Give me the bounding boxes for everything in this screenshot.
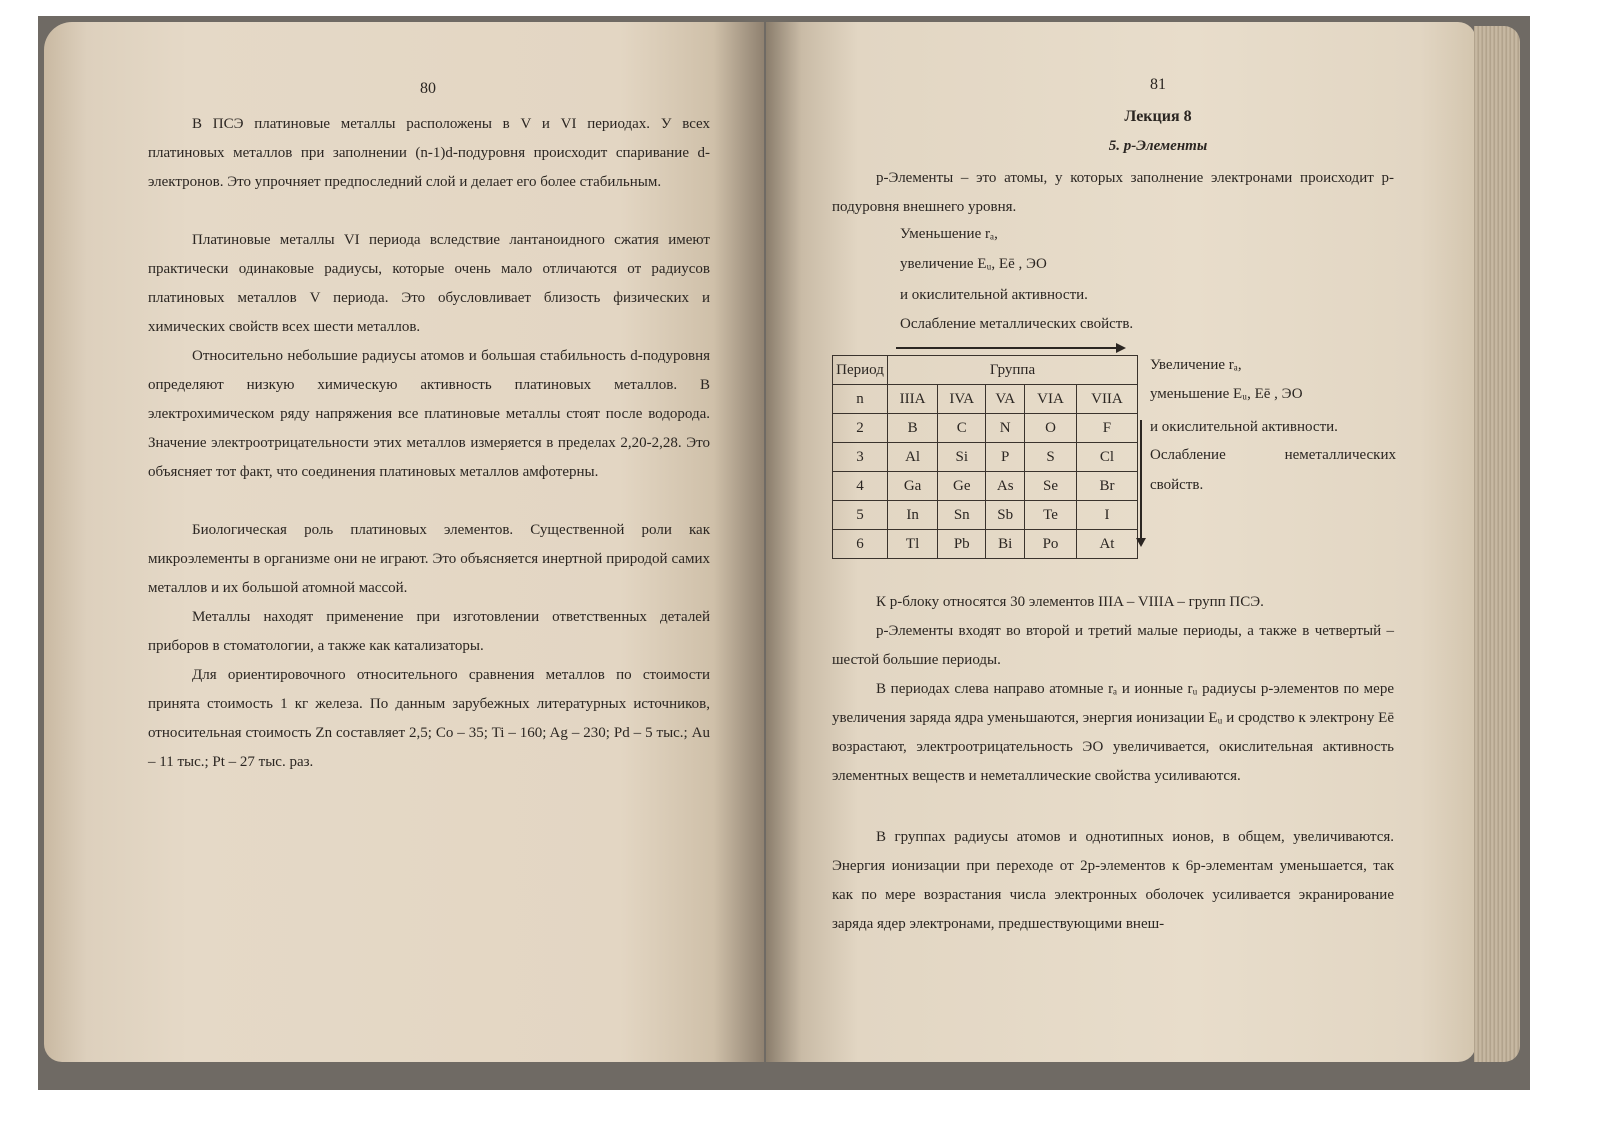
- element-cell: Se: [1025, 472, 1077, 501]
- header-period: Период: [833, 356, 888, 385]
- element-cell: Br: [1076, 472, 1137, 501]
- element-cell: At: [1076, 530, 1137, 559]
- element-cell: Ga: [888, 472, 938, 501]
- element-cell: Cl: [1076, 443, 1137, 472]
- element-cell: I: [1076, 501, 1137, 530]
- table-row: [833, 414, 1138, 443]
- element-cell: O: [1025, 414, 1077, 443]
- right-paragraph-2: р-Элементы входят во второй и третий малые периоды, а также в четвертый – шестой большие периоды.: [832, 623, 1394, 668]
- period-cell: 6: [833, 530, 888, 559]
- element-cell: F: [1076, 414, 1137, 443]
- right-paragraph-3: В периодах слева направо атомные rₐ и ионные rᵤ радиусы р-элементов по мере увеличения заряда ядра уменьшаются, энергия ионизации Eᵤ и сродство к электрону Eē возрастают, электроотрицательность ЭО увеличивается, окислительная активность элементных веществ и неметаллические свойства усиливаются.: [832, 681, 1394, 784]
- element-cell: Tl: [888, 530, 938, 559]
- open-book: [44, 22, 1522, 1070]
- table-row: [833, 501, 1138, 530]
- period-cell: 2: [833, 414, 888, 443]
- left-paragraph-3: Относительно небольшие радиусы атомов и большая стабильность d-подуровня определяют низкую химическую активность платиновых металлов. В электрохимическом ряду напряжения все платиновые металлы стоят после водорода. Значение электроотрицательности этих металлов измеряется в пределах 2,20-2,28. Это объясняет тот факт, что соединения платиновых металлов амфотерны.: [148, 348, 710, 480]
- element-cell: Si: [938, 443, 986, 472]
- p-elements-table: [832, 355, 1138, 559]
- side-note-line-1: Увеличение rₐ,: [1150, 357, 1242, 373]
- element-cell: Po: [1025, 530, 1077, 559]
- left-paragraph-4: Биологическая роль платиновых элементов. Существенной роли как микроэлементы в организме они не играют. Это объясняется инертной природой самих металлов и их большой атомной массой.: [148, 522, 710, 596]
- side-note-line-3: и окислительной активности.: [1150, 419, 1338, 435]
- element-cell: Bi: [986, 530, 1025, 559]
- side-note-line-4: Ослабление неметаллических свойств.: [1150, 447, 1396, 493]
- table-row: [833, 472, 1138, 501]
- period-cell: 3: [833, 443, 888, 472]
- left-page-number: 80: [420, 80, 436, 97]
- table-groups-row: [833, 385, 1138, 414]
- section-title: 5. р-Элементы: [1108, 138, 1208, 154]
- element-cell: P: [986, 443, 1025, 472]
- header-group: Группа: [888, 356, 1138, 385]
- element-cell: S: [1025, 443, 1077, 472]
- side-note-line-2: уменьшение Eᵤ, Eē , ЭО: [1150, 386, 1303, 402]
- intro-paragraph: р-Элементы – это атомы, у которых заполнение электронами происходит р-подуровня внешнего уровня.: [832, 170, 1394, 215]
- element-cell: Te: [1025, 501, 1077, 530]
- header-n: n: [833, 385, 888, 414]
- right-paragraph-4: В группах радиусы атомов и однотипных ионов, в общем, увеличиваются. Энергия ионизации при переходе от 2р-элементов к 6р-элементам уменьшается, так как по мере возрастания числа электронных оболочек усиливается экранирование заряда ядер электронами, предшествующими внеш-: [832, 829, 1394, 932]
- table-header-row: [833, 356, 1138, 385]
- element-cell: B: [888, 414, 938, 443]
- group-label: IVA: [938, 385, 986, 414]
- left-paragraph-5: Металлы находят применение при изготовлении ответственных деталей приборов в стоматологии, а также как катализаторы.: [148, 609, 710, 654]
- page-edges: [1474, 26, 1520, 1062]
- element-cell: Ge: [938, 472, 986, 501]
- element-cell: In: [888, 501, 938, 530]
- element-cell: Pb: [938, 530, 986, 559]
- table-row: [833, 530, 1138, 559]
- left-paragraph-6: Для ориентировочного относительного сравнения металлов по стоимости принята стоимость 1 кг железа. По данным зарубежных литературных источников, относительная стоимость Zn составляет 2,5; Co – 35; Ti – 160; Ag – 230; Pd – 5 тыс.; Au – 11 тыс.; Pt – 27 тыс. раз.: [148, 667, 710, 770]
- lecture-title: Лекция 8: [1124, 108, 1192, 125]
- element-cell: Sb: [986, 501, 1025, 530]
- table-row: [833, 443, 1138, 472]
- element-cell: Al: [888, 443, 938, 472]
- element-cell: As: [986, 472, 1025, 501]
- group-label: IIIA: [888, 385, 938, 414]
- right-page: [766, 22, 1476, 1062]
- period-cell: 5: [833, 501, 888, 530]
- trend-line-3: и окислительной активности.: [900, 287, 1088, 303]
- trend-line-1: Уменьшение rₐ,: [900, 226, 998, 242]
- element-cell: Sn: [938, 501, 986, 530]
- right-paragraph-1: К р-блоку относятся 30 элементов IIIA – VIIIA – групп ПСЭ.: [876, 594, 1264, 610]
- left-page: [44, 22, 764, 1062]
- element-cell: C: [938, 414, 986, 443]
- group-label: VIIA: [1076, 385, 1137, 414]
- group-label: VIA: [1025, 385, 1077, 414]
- trend-line-2: увеличение Eᵤ, Eē , ЭО: [900, 256, 1047, 272]
- right-arrow-icon: [896, 347, 1116, 349]
- element-cell: N: [986, 414, 1025, 443]
- period-cell: 4: [833, 472, 888, 501]
- group-label: VA: [986, 385, 1025, 414]
- left-paragraph-2: Платиновые металлы VI периода вследствие лантаноидного сжатия имеют практически одинаковые радиусы, которые очень мало отличаются от радиусов платиновых металлов V периода. Это обусловливает близость физических и химических свойств всех шести металлов.: [148, 232, 710, 335]
- trend-line-4: Ослабление металлических свойств.: [900, 316, 1134, 332]
- left-paragraph-1: В ПСЭ платиновые металлы расположены в V и VI периодах. У всех платиновых металлов при заполнении (n-1)d-подуровня происходит спаривание d-электронов. Это упрочняет предпоследний слой и делает его более стабильным.: [148, 116, 710, 190]
- down-arrow-icon: [1140, 420, 1142, 538]
- right-page-number: 81: [1150, 76, 1166, 93]
